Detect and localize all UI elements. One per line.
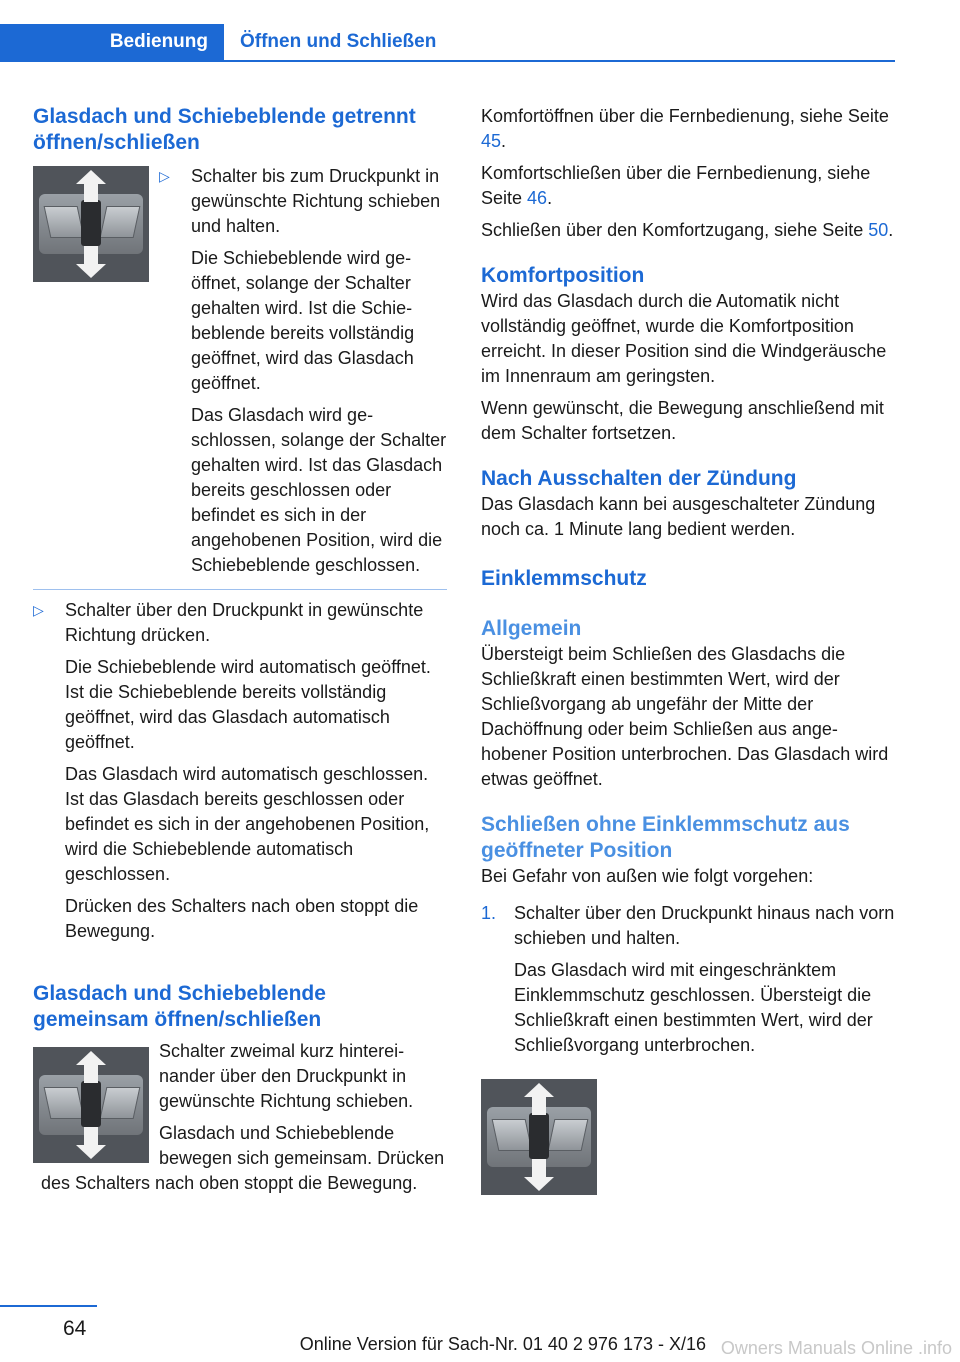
ohne-einklemmschutz-heading: Schließen ohne Einklemmschutz aus geöffneter Position bbox=[481, 813, 850, 862]
bullet-item-2 bbox=[33, 598, 447, 951]
bullet-paragraph: Die Schiebeblende wird automatisch geöffnet. Ist die Schiebeblende bereits vollständig geöffnet, wird das Glasdach automatisch geöffnet. bbox=[65, 657, 431, 752]
left-column bbox=[33, 104, 447, 1203]
allgemein-paragraph: Übersteigt beim Schließen des Glasdachs die Schließkraft einen bestimmten Wert, wird der Schließvorgang ab ungefähr der Mitte der Dachöffnung oder beim Schließen aus angehobener Position unterbrochen. Das Glasdach wird etwas geöffnet. bbox=[481, 644, 889, 789]
reference-paragraph: Komfortöffnen über die Fernbedienung, siehe Seite 45. bbox=[481, 106, 889, 151]
komfort-paragraph: Wird das Glasdach durch die Automatik nicht vollständig geöffnet, wurde die Komfortposition erreicht. In dieser Position sind die Windgeräusche im Innenraum am geringsten. bbox=[481, 291, 887, 386]
arrow-down-icon bbox=[76, 1145, 106, 1159]
allgemein-heading: Allgemein bbox=[481, 617, 582, 640]
arrow-up-icon bbox=[524, 1083, 554, 1097]
section-heading-separate: Glasdach und Schiebeblende getrennt öffnen/schließen bbox=[33, 105, 416, 154]
page-header bbox=[0, 0, 895, 62]
komfort-paragraph: Wenn gewünscht, die Bewegung anschließend mit dem Schalter fortsetzen. bbox=[481, 398, 884, 443]
step-paragraph: Das Glasdach wird mit eingeschränktem Einklemmschutz geschlossen. Übersteigt die Schließkraft einen bestimmten Wert, wird der Schließvorgang unterbrochen. bbox=[514, 960, 873, 1055]
zuendung-paragraph: Das Glasdach kann bei ausgeschalteter Zündung noch ca. 1 Minute lang bedient werden. bbox=[481, 494, 876, 539]
zuendung-heading: Nach Ausschalten der Zündung bbox=[481, 467, 797, 490]
step-number: 1. bbox=[481, 903, 497, 923]
triangle-bullet-icon: ▷ bbox=[159, 168, 170, 184]
bullet-paragraph: Das Glasdach wird geschlossen, solange der Schalter gehalten wird. Ist das Glasdach bereits geschlossen oder befindet es sich in der angehobenen Position, wird die Schiebeblende geschlossen. bbox=[191, 405, 447, 575]
bullet-paragraph: Die Schiebeblende wird geöffnet, solange der Schalter gehalten wird. Ist die Schiebeblende bereits vollständig geöffnet, wird das Glasdach geöffnet. bbox=[191, 248, 415, 393]
bullet-text: Schalter bis zum Druckpunkt in gewünschte Richtung schieben und halten. bbox=[191, 166, 441, 236]
komfort-heading: Komfortposition bbox=[481, 264, 645, 287]
bullet-paragraph: Das Glasdach wird automatisch geschlossen. Ist das Glasdach bereits geschlossen oder befindet es sich in der angehobenen Position, wird die Schiebeblende automatisch geschlossen. bbox=[65, 764, 430, 884]
roof-switch-image bbox=[33, 166, 149, 282]
triangle-bullet-icon: ▷ bbox=[33, 602, 44, 618]
arrow-up-icon bbox=[76, 170, 106, 184]
bullet-divider bbox=[33, 589, 447, 590]
arrow-down-icon bbox=[76, 264, 106, 278]
joint-section bbox=[33, 1039, 447, 1196]
roof-switch-image bbox=[33, 1047, 149, 1163]
joint-paragraph: Schalter zweimal kurz hintereinander über den Druckpunkt in gewünschte Richtung schieben. bbox=[159, 1041, 414, 1111]
ohne-paragraph: Bei Gefahr von außen wie folgt vorgehen: bbox=[481, 866, 814, 886]
page-number: 64 bbox=[63, 1317, 87, 1340]
right-column bbox=[481, 104, 896, 1195]
page-link-45[interactable]: 45 bbox=[481, 131, 502, 151]
numbered-step-1 bbox=[481, 901, 896, 1065]
arrow-down-icon bbox=[524, 1177, 554, 1191]
page-link-50[interactable]: 50 bbox=[868, 220, 889, 240]
bullet-paragraph: Drücken des Schalters nach oben stoppt die Bewegung. bbox=[65, 896, 419, 941]
roof-switch-image bbox=[481, 1079, 597, 1195]
bullet-item-1 bbox=[33, 164, 447, 585]
online-version-text: Online Version für Sach-Nr. 01 40 2 976 173 - X/16 bbox=[299, 1334, 706, 1354]
reference-paragraph: Komfortschließen über die Fernbedienung, siehe Seite 46. bbox=[481, 163, 871, 208]
arrow-up-icon bbox=[76, 1051, 106, 1065]
header-chapter-tab[interactable]: Öffnen und Schließen bbox=[240, 31, 437, 52]
joint-paragraph: Glasdach und Schiebeblende bewegen sich gemeinsam. Drücken des Schalters nach oben stoppt die Bewegung. bbox=[41, 1123, 445, 1193]
header-divider bbox=[0, 60, 895, 62]
bullet-text: Schalter über den Druckpunkt in gewünschte Richtung drücken. bbox=[65, 600, 424, 645]
section-heading-joint: Glasdach und Schiebeblende gemeinsam öffnen/schließen bbox=[33, 982, 326, 1031]
reference-paragraph: Schließen über den Komfortzugang, siehe Seite 50. bbox=[481, 220, 894, 240]
header-section-tab[interactable]: Bedienung bbox=[0, 24, 224, 60]
watermark: Owners Manuals Online .info bbox=[720, 1338, 952, 1358]
footer-divider bbox=[0, 1305, 97, 1307]
step-text: Schalter über den Druckpunkt hinaus nach vorn schieben und halten. bbox=[514, 903, 895, 948]
page-link-46[interactable]: 46 bbox=[527, 188, 548, 208]
einklemmschutz-heading: Einklemmschutz bbox=[481, 567, 647, 590]
